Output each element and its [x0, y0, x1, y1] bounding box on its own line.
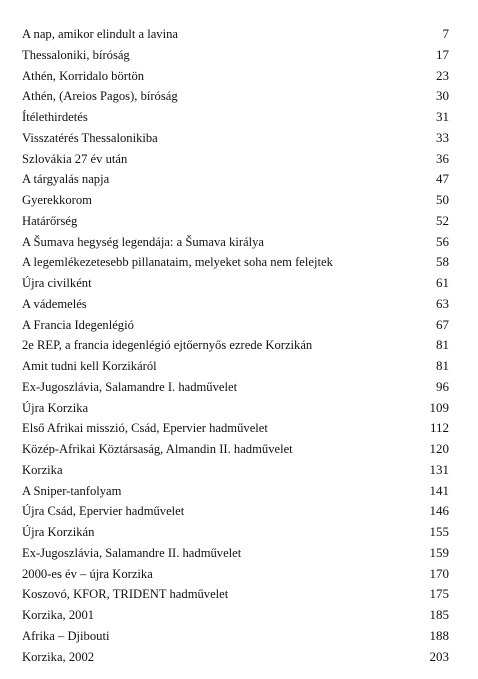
toc-entry-page: 61 [436, 275, 449, 290]
toc-entry-title: Korzika, 2002 [22, 649, 95, 664]
toc-entry-title: Koszovó, KFOR, TRIDENT hadművelet [22, 587, 229, 602]
toc-entry-title: Ex-Jugoszlávia, Salamandre II. hadművelet [22, 545, 242, 560]
toc-entry-page: 47 [436, 171, 449, 187]
toc-entry-page: 33 [436, 129, 449, 145]
toc-entry-title: Athén, (Areios Pagos), bíróság [22, 89, 178, 104]
toc-entry-title: Első Afrikai misszió, Csád, Epervier hadművelet [22, 421, 268, 436]
toc-entry-page: 31 [436, 109, 449, 124]
toc-entry-title: Újra civilként [22, 276, 92, 290]
toc-entry-title: Szlovákia 27 év után [22, 151, 128, 166]
toc-entry-page: 50 [436, 192, 449, 207]
toc-entry [22, 66, 449, 87]
toc-entry [22, 232, 449, 253]
toc-entry [22, 45, 449, 66]
toc-entry [22, 418, 449, 439]
toc-entry [22, 398, 449, 419]
toc-entry-title: Gyerekkorom [22, 193, 92, 207]
toc-entry-page: 170 [429, 565, 449, 581]
toc-entry-title: A vádemelés [22, 296, 87, 311]
toc-entry-page: 23 [436, 67, 449, 83]
toc-entry-title: Ex-Jugoszlávia, Salamandre I. hadművelet [22, 379, 238, 394]
table-of-contents [22, 24, 449, 667]
toc-entry [22, 584, 449, 605]
toc-entry-title: A nap, amikor elindult a lavina [22, 27, 178, 41]
toc-entry [22, 190, 449, 211]
toc-entry-title: Afrika – Djibouti [22, 628, 110, 643]
toc-entry-page: 185 [429, 607, 449, 622]
toc-entry-page: 17 [436, 46, 449, 62]
toc-entry [22, 543, 449, 564]
toc-entry [22, 605, 449, 626]
toc-entry-page: 203 [429, 648, 449, 664]
toc-entry-title: A legemlékezetesebb pillanataim, melyeket soha nem felejtek [22, 255, 333, 270]
toc-entry-page: 109 [429, 399, 449, 415]
toc-entry [22, 86, 449, 107]
toc-entry-title: Újra Korzikán [22, 525, 95, 539]
toc-entry-page: 141 [429, 482, 449, 498]
toc-entry-page: 63 [436, 295, 449, 311]
toc-entry [22, 169, 449, 190]
toc-entry-page: 96 [436, 378, 449, 394]
toc-entry [22, 356, 449, 377]
toc-entry [22, 460, 449, 481]
toc-entry [22, 564, 449, 585]
toc-entry-page: 30 [436, 88, 449, 104]
toc-entry-page: 155 [429, 524, 449, 539]
toc-entry [22, 273, 449, 294]
toc-entry-page: 120 [429, 441, 449, 456]
toc-entry-page: 36 [436, 150, 449, 166]
toc-entry-title: A tárgyalás napja [22, 172, 110, 187]
toc-entry-title: Athén, Korridalo börtön [22, 68, 145, 83]
toc-entry-page: 175 [429, 586, 449, 602]
toc-entry-title: A Sniper-tanfolyam [22, 483, 122, 498]
toc-entry [22, 211, 449, 232]
toc-entry [22, 626, 449, 647]
toc-entry [22, 149, 449, 170]
toc-entry-title: Újra Csád, Epervier hadművelet [22, 504, 185, 519]
toc-entry-page: 58 [436, 254, 449, 270]
toc-entry-page: 131 [429, 461, 449, 477]
toc-entry-title: Visszatérés Thessalonikiba [22, 130, 158, 145]
toc-entry-page: 146 [429, 503, 449, 519]
toc-entry [22, 481, 449, 502]
toc-entry-title: 2000-es év – újra Korzika [22, 566, 153, 581]
toc-entry-title: Közép-Afrikai Köztársaság, Almandin II. hadművelet [22, 442, 293, 456]
toc-entry [22, 335, 449, 356]
toc-entry [22, 128, 449, 149]
toc-entry [22, 294, 449, 315]
toc-entry-title: 2e REP, a francia idegenlégió ejtőernyős ezrede Korzikán [22, 338, 313, 353]
toc-entry [22, 647, 449, 668]
toc-entry-page: 81 [436, 358, 449, 373]
toc-entry-page: 112 [429, 420, 449, 436]
toc-entry-title: Amit tudni kell Korzikáról [22, 359, 157, 373]
toc-entry-page: 7 [442, 26, 449, 41]
toc-entry-title: Thessaloniki, bíróság [22, 47, 130, 62]
toc-entry-page: 159 [429, 544, 449, 560]
toc-entry [22, 24, 449, 45]
toc-entry-title: Határőrség [22, 213, 78, 228]
toc-entry-page: 81 [436, 337, 449, 353]
toc-entry-title: Ítélethirdetés [22, 110, 88, 124]
toc-entry-title: A Francia Idegenlégió [22, 317, 134, 332]
toc-entry [22, 501, 449, 522]
toc-entry-title: Korzika [22, 462, 63, 477]
toc-entry-title: A Šumava hegység legendája: a Šumava királya [22, 234, 265, 249]
toc-entry [22, 252, 449, 273]
toc-entry-page: 56 [436, 233, 449, 249]
toc-entry [22, 439, 449, 460]
toc-entry-page: 188 [429, 627, 449, 643]
toc-entry-title: Korzika, 2001 [22, 608, 95, 622]
toc-entry-page: 52 [436, 212, 449, 228]
toc-entry-page: 67 [436, 316, 449, 332]
toc-entry [22, 377, 449, 398]
toc-entry-title: Újra Korzika [22, 400, 89, 415]
toc-entry [22, 522, 449, 543]
toc-entry [22, 315, 449, 336]
toc-entry [22, 107, 449, 128]
